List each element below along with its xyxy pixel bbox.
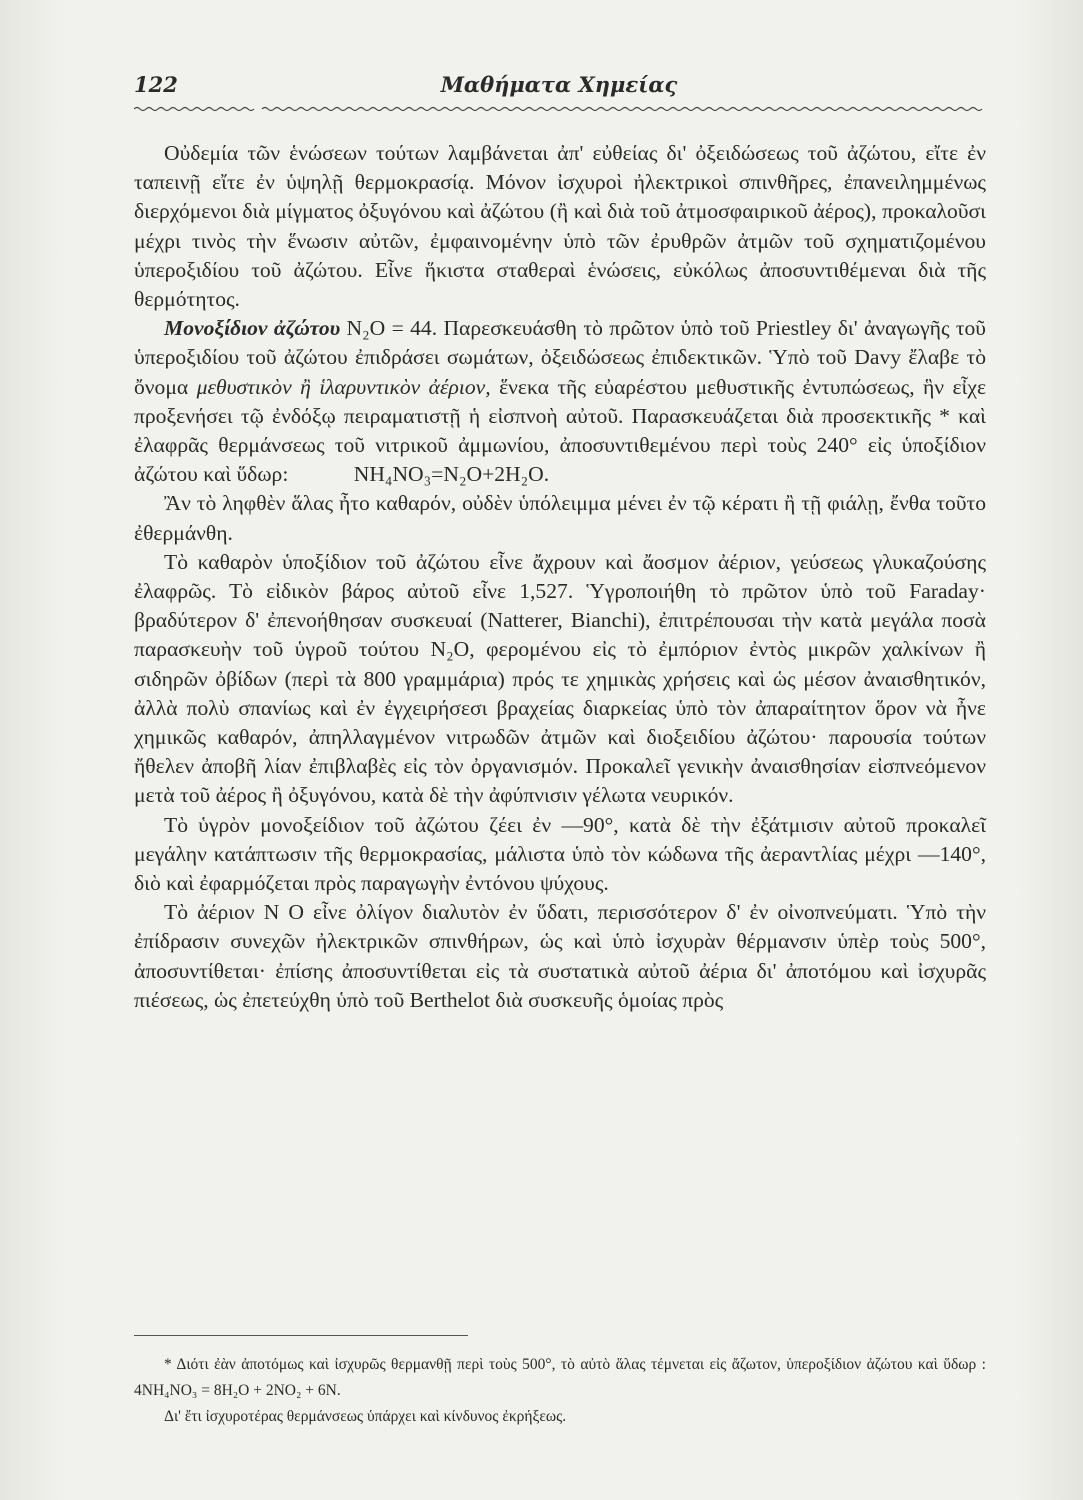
paragraph-4: Τὸ καθαρὸν ὑποξίδιον τοῦ ἀζώτου εἶνε ἄχρουν καὶ ἄοσμον ἀέριον, γεύσεως γλυκαζούσης ἐλαφρῶς. Τὸ εἰδικὸν βάρος αὐτοῦ εἶνε 1,527. Ὑγροποιήθη τὸ πρῶτον ὑπὸ τοῦ Faraday· βραδύτερον δ' ἐπενοήθησαν συσκευαί (Natterer, Bianchi), ἐπιτρέπουσαι τὴν κατὰ μεγάλα ποσὰ παρασκευὴν τοῦ ὑγροῦ τούτου N₂O, φερομένου εἰς τὸ ἐμπόριον ἐντὸς μικρῶν χαλκίνων ἢ σιδηρῶν ὀβίδων (περὶ τὰ 800 γραμμάρια) πρός τε χημικὰς χρήσεις καὶ ὡς μέσον ἀναισθητικόν, ἀλλὰ πολὺ σπανίως καὶ ἐν ἐγχειρήσεσι βραχείας διαρκείας ὑπὸ τὸν ἀπαραίτητον ὅρον νὰ ἦνε χημικῶς καθαρόν, ἀπηλλαγμένον νιτρωδῶν ἀτμῶν καὶ διοξειδίου ἀζώτου· παρουσία τούτων ἤθελεν ἀποβῆ λίαν ἐπιβλαβὲς εἰς τὸν ὀργανισμόν. Προκαλεῖ γενικὴν ἀναισθησίαν εἰσπνεόμενον μετὰ τοῦ ἀέρος ἢ ὀξυγόνου, κατὰ δὲ τὴν ἀφύπνισιν γέλωτα νευρικόν. — [134, 549, 986, 808]
formula-n2o: N₂O = 44. — [346, 316, 438, 341]
paragraph-2 — [134, 314, 986, 489]
paragraph-2-text-a: Παρεσκευάσθη τὸ πρῶτον ὑπὸ τοῦ Priestley δι' ἀναγωγῆς τοῦ ὑπεροξιδίου τοῦ ἀζώτου ἐπιδράσει σωμάτων, ὀξειδώσεως ἐπιδεκτικῶν. Ὑπὸ τοῦ Davy ἔλαβε τὸ ὄνομα — [134, 316, 986, 399]
paragraph-2-italic-term: μεθυστικὸν ἢ ἱλαρυντικὸν ἀέριον, — [196, 374, 491, 399]
paragraph-2-text-b: ἕνεκα τῆς εὐαρέστου μεθυστικῆς ἐντυπώσεως, ἣν εἶχε προξενήσει τῷ ἐνδόξῳ πειραματιστῇ ἡ εἰσπνοὴ αὐτοῦ. Παρασκευάζεται διὰ προσεκτικῆς * καὶ ἐλαφρᾶς θερμάνσεως τοῦ νιτρικοῦ ἀμμωνίου, ἀποσυντιθεμένου περὶ τοὺς 240° εἰς ὑποξίδιον ἀζώτου καὶ ὕδωρ: — [134, 374, 987, 487]
page-header — [134, 72, 984, 102]
footnote-2: Δι' ἔτι ἰσχυροτέρας θερμάνσεως ὑπάρχει καὶ κίνδυνος ἐκρήξεως. — [164, 1408, 567, 1425]
footnote-1: * Διότι ἐὰν ἀποτόμως καὶ ἰσχυρῶς θερμανθῇ περὶ τοὺς 500°, τὸ αὐτὸ ἅλας τέμνεται εἰς ἄζωτον, ὑπεροξίδιον ἀζώτου καὶ ὕδωρ : 4NH₄NO₃ = 8H₂O + 2NO₂ + 6N. — [134, 1356, 986, 1399]
footnotes — [134, 1352, 986, 1430]
paragraph-3: Ἂν τὸ ληφθὲν ἅλας ἦτο καθαρόν, οὐδὲν ὑπόλειμμα μένει ἐν τῷ κέρατι ἢ τῇ φιάλῃ, ἔνθα τοῦτο ἐθερμάνθη. — [134, 491, 986, 545]
header-wavy-rule — [134, 106, 984, 112]
running-title: Μαθήματα Χημείας — [440, 72, 678, 97]
body-text — [134, 139, 986, 1015]
footnote-divider — [134, 1335, 468, 1336]
paragraph-5: Τὸ ὑγρὸν μονοξείδιον τοῦ ἀζώτου ζέει ἐν —90°, κατὰ δὲ τὴν ἐξάτμισιν αὐτοῦ προκαλεῖ μεγάλην κατάπτωσιν τῆς θερμοκρασίας, μάλιστα ὑπὸ τὸν κώδωνα τῆς ἀεραντλίας μέχρι —140°, διὸ καὶ ἐφαρμόζεται πρὸς παραγωγὴν ἐντόνου ψύχους. — [134, 812, 986, 896]
paragraph-6: Τὸ ἀέριον N O εἶνε ὀλίγον διαλυτὸν ἐν ὕδατι, περισσότερον δ' ἐν οἰνοπνεύματι. Ὑπὸ τὴν ἐπίδρασιν συνεχῶν ἠλεκτρικῶν σπινθήρων, ὡς καὶ ὑπὸ ἰσχυρὰν θέρμανσιν ὑπὲρ τοὺς 500°, ἀποσυντίθεται· ἐπίσης ἀποσυντίθεται εἰς τὰ συστατικὰ αὐτοῦ ἀέρια δι' ἀποτόμου καὶ ἰσχυρᾶς πιέσεως, ὡς ἐπετεύχθη ὑπὸ τοῦ Berthelot διὰ συσκευῆς ὁμοίας πρὸς — [134, 900, 986, 1012]
page-number: 122 — [134, 72, 178, 97]
section-heading-nitrous-oxide: Μονοξίδιον ἀζώτου — [164, 316, 341, 341]
reaction-equation: NH₄NO₃=N₂O+2H₂O. — [353, 462, 550, 487]
paragraph-1: Οὐδεμία τῶν ἑνώσεων τούτων λαμβάνεται ἀπ' εὐθείας δι' ὀξειδώσεως τοῦ ἀζώτου, εἴτε ἐν ταπεινῇ εἴτε ἐν ὑψηλῇ θερμοκρασίᾳ. Μόνον ἰσχυροὶ ἠλεκτρικοὶ σπινθῆρες, ἐπανειλημμένως διερχόμενοι διὰ μίγματος ὀξυγόνου καὶ ἀζώτου (ἢ καὶ διὰ τοῦ ἀτμοσφαιρικοῦ ἀέρος), προκαλοῦσι μέχρι τινὸς τὴν ἕνωσιν αὐτῶν, ἐμφαινομένην ὑπὸ τῶν ἐρυθρῶν ἀτμῶν τοῦ σχηματιζομένου ὑπεροξιδίου τοῦ ἀζώτου. Εἶνε ἥκιστα σταθεραὶ ἑνώσεις, εὐκόλως ἀποσυντιθέμεναι διὰ τῆς θερμότητος. — [134, 141, 986, 312]
